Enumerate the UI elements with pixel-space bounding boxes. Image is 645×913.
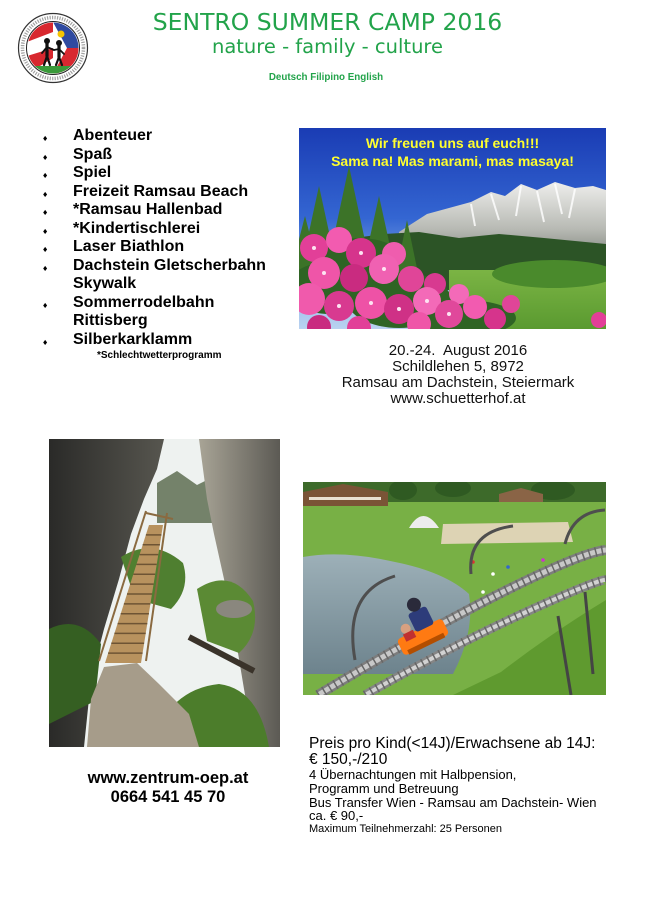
activity-label: Laser Biathlon (73, 238, 185, 256)
phone-number: 0664 541 45 70 (110, 788, 226, 806)
diamond-bullet-icon (42, 136, 50, 143)
price-value: € 150,-/210 (309, 750, 388, 768)
event-dates: 20.-24. August 2016 (388, 342, 528, 359)
organizer-website: www.zentrum-oep.at (87, 769, 249, 787)
activity-label-continued: Rittisberg (73, 312, 148, 330)
list-item (40, 183, 290, 202)
activity-label: Freizeit Ramsau Beach (73, 182, 249, 200)
bus-transfer: Bus Transfer Wien - Ramsau am Dachstein- Wien (309, 794, 597, 810)
list-item (40, 146, 290, 165)
mountain-flowers-photo (299, 128, 606, 329)
activity-label: Spaß (73, 145, 113, 163)
price-label: Preis pro Kind(<14J)/Erwachsene ab 14J: (309, 734, 596, 752)
list-item (40, 201, 290, 220)
activity-label: Dachstein Gletscherbahn (73, 256, 266, 274)
venue-website: www.schuetterhof.at (390, 390, 526, 407)
bus-price: ca. € 90,- (309, 807, 364, 823)
diamond-bullet-icon (42, 247, 50, 254)
diamond-bullet-icon (42, 229, 50, 236)
list-item (40, 294, 290, 331)
activity-label: *Ramsau Hallenbad (73, 201, 223, 219)
event-address: Schildlehen 5, 8972 (392, 358, 524, 375)
list-item (40, 257, 290, 294)
summer-toboggan-image (303, 482, 606, 695)
list-item (40, 164, 290, 183)
list-item (40, 220, 290, 239)
sentro-logo (17, 12, 89, 84)
activity-label: Abenteuer (73, 127, 153, 144)
diamond-bullet-icon (42, 303, 50, 310)
event-info (300, 343, 616, 407)
gorge-stairs-image (49, 439, 280, 747)
activities-list (40, 127, 290, 350)
activity-label: Spiel (73, 164, 112, 182)
max-participants: Maximum Teilnehmerzahl: 25 Personen (309, 822, 502, 835)
diamond-bullet-icon (42, 340, 50, 347)
diamond-bullet-icon (42, 192, 50, 199)
diamond-bullet-icon (42, 210, 50, 217)
includes-overnights: 4 Übernachtungen mit Halbpension, (309, 766, 517, 782)
page-title: SENTRO SUMMER CAMP 2016 (152, 8, 503, 36)
diamond-bullet-icon (42, 266, 50, 273)
activity-label-continued: Skywalk (73, 275, 137, 293)
gorge-stairs-photo (49, 439, 280, 747)
activity-label: Silberkarklamm (73, 331, 193, 349)
activity-label: Sommerrodelbahn (73, 293, 215, 311)
includes-program: Programm und Betreuung (309, 780, 459, 796)
tagline: nature - family - culture (211, 35, 444, 58)
welcome-text-filipino: Sama na! Mas marami, mas masaya! (331, 153, 574, 169)
list-item (40, 127, 290, 146)
event-location: Ramsau am Dachstein, Steiermark (341, 374, 575, 391)
languages-note: Deutsch Filipino English (268, 72, 384, 83)
contact-info (40, 769, 296, 807)
summer-toboggan-photo (303, 482, 606, 695)
list-item (40, 331, 290, 350)
diamond-bullet-icon (42, 155, 50, 162)
chalet-windows (309, 497, 381, 500)
activity-label: *Kindertischlerei (73, 219, 201, 237)
boulder (216, 600, 252, 618)
list-item (40, 238, 290, 257)
bad-weather-footnote: *Schlechtwetterprogramm (97, 350, 222, 361)
diamond-bullet-icon (42, 173, 50, 180)
logo-emblem (17, 12, 89, 84)
volleyball-sand (441, 522, 573, 544)
welcome-text-german: Wir freuen uns auf euch!!! (365, 135, 540, 151)
